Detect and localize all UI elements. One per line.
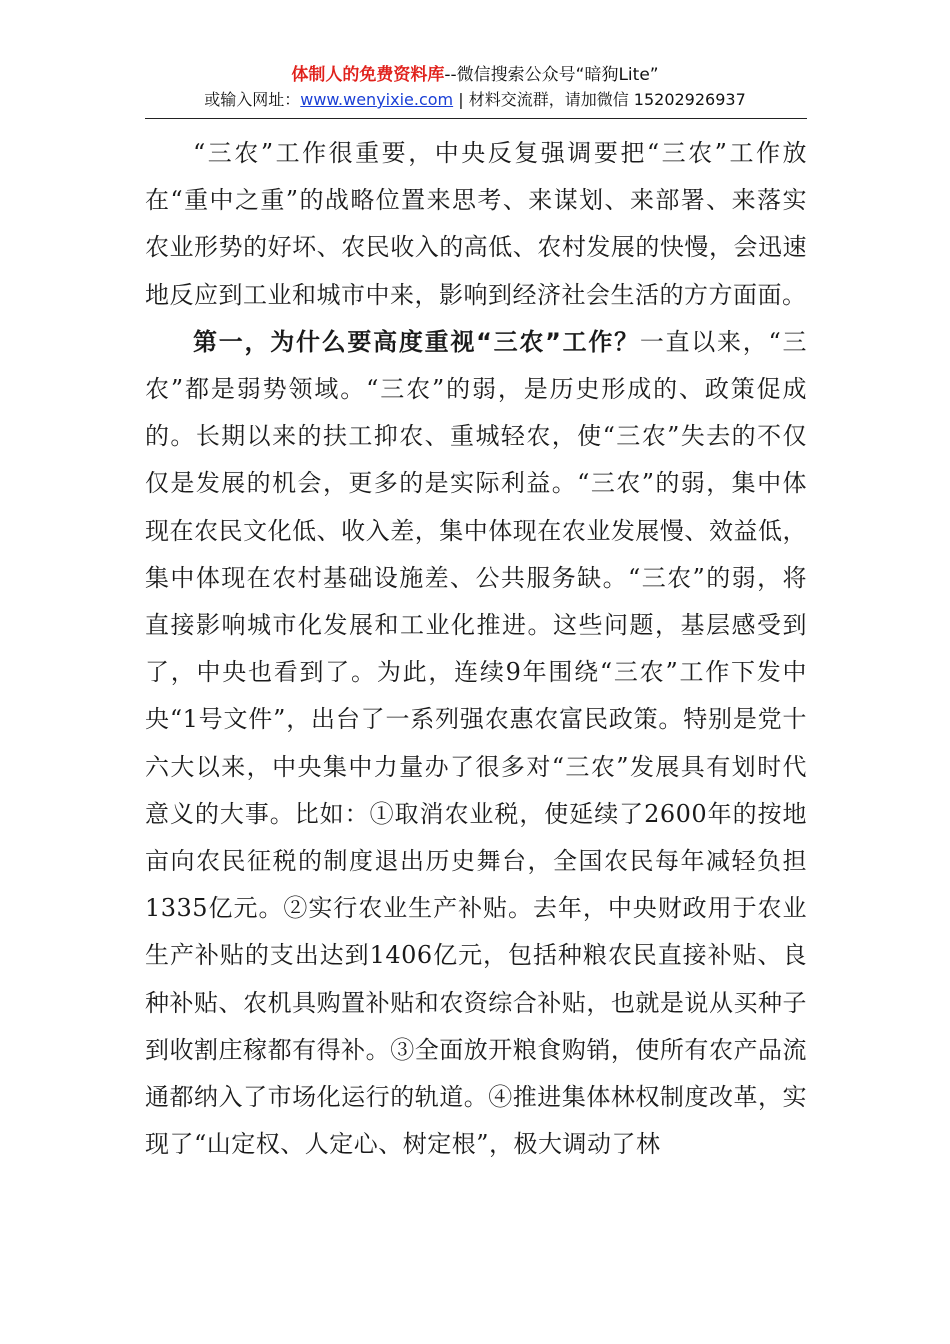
header-url-prefix: 或输入网址： (204, 90, 301, 109)
header-url-link[interactable]: www.wenyixie.com (300, 90, 454, 109)
header-divider (145, 118, 807, 119)
header-contact-line (0, 88, 950, 112)
paragraph-intro: “三农”工作很重要，中央反复强调要把“三农”工作放在“重中之重”的战略位置来思考、来谋划、来部署、来落实农业形势的好坏、农民收入的高低、农村发展的快慢，会迅速地反应到工业和城市中来，影响到经济社会生活的方方面面。 (145, 139, 807, 309)
header-brand: 体制人的免费资料库 (291, 65, 445, 85)
document-body (145, 130, 807, 1168)
header-title-line (0, 62, 950, 88)
section-body-text: 一直以来，“三农”都是弱势领域。“三农”的弱，是历史形成的、政策促成的。长期以来的扶工抑农、重城轻农，使“三农”失去的不仅仅是发展的机会，更多的是实际利益。“三农”的弱，集中体现在农民文化低、收入差，集中体现在农业发展慢、效益低，集中体现在农村基础设施差、公共服务缺。“三农”的弱，将直接影响城市化发展和工业化推进。这些问题，基层感受到了，中央也看到了。为此，连续9年围绕“三农”工作下发中央“1号文件”，出台了一系列强农惠农富民政策。特别是党十六大以来，中央集中力量办了很多对“三农”发展具有划时代意义的大事。比如：①取消农业税，使延续了2600年的按地亩向农民征税的制度退出历史舞台，全国农民每年减轻负担1335亿元。②实行农业生产补贴。去年，中央财政用于农业生产补贴的支出达到1406亿元，包括种粮农民直接补贴、良种补贴、农机具购置补贴和农资综合补贴，也就是说从买种子到收割庄稼都有得补。③全面放开粮食购销，使所有农产品流通都纳入了市场化运行的轨道。④推进集体林权制度改革，实现了“山定权、人定心、树定根”，极大调动了林 (145, 327, 807, 1159)
header-contact-suffix: | 材料交流群，请加微信 15202926937 (453, 90, 746, 109)
header-subtitle: --微信搜索公众号“暗狗Lite” (444, 65, 659, 85)
paragraph-section-one (145, 319, 807, 1169)
page-header (0, 62, 950, 112)
section-heading: 第一，为什么要高度重视“三农”工作？ (193, 327, 640, 356)
